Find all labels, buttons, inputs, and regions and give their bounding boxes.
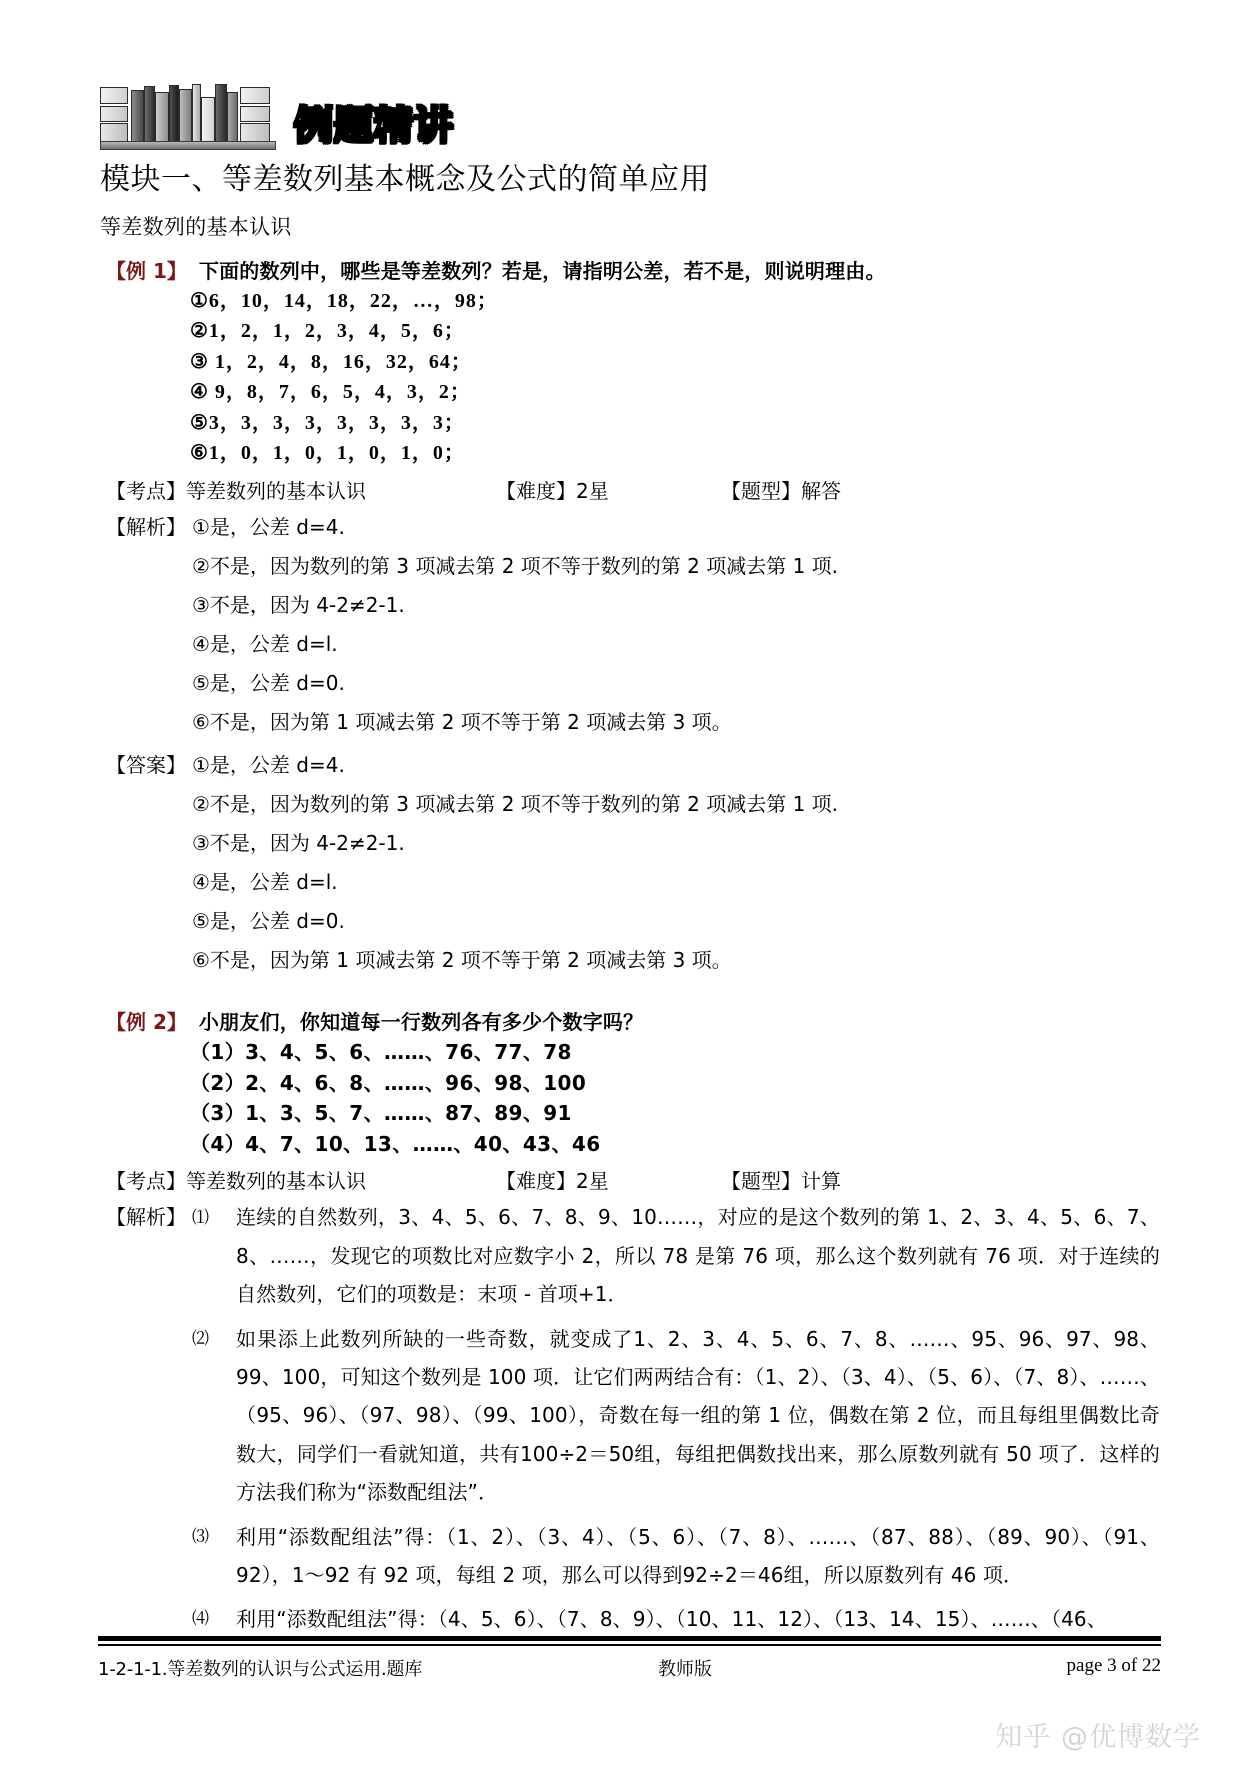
jiexi-item-3 xyxy=(192,1518,1160,1595)
meta-tixing-label: 【题型】 xyxy=(721,1169,801,1194)
daan-line: ⑥不是，因为第 1 项减去第 2 项不等于第 2 项减去第 3 项。 xyxy=(192,948,732,973)
jiexi-line: ③不是，因为 4-2≠2-1. xyxy=(192,593,405,618)
example-2-jiexi xyxy=(106,1198,1160,1638)
bookshelf-books xyxy=(98,84,276,142)
jiexi-item-text: 连续的自然数列，3、4、5、6、7、8、9、10……，对应的是这个数列的第 1、2、3、4、5、6、7、8、……，发现它的项数比对应数字小 2，所以 78 是第 76 项，那么这个数列就有 76 项．对于连续的自然数列，它们的项数是：末项 - 首项+1． xyxy=(236,1205,1160,1307)
example-1-jiexi xyxy=(106,508,1160,742)
sequence-item: ④ 9，8，7，6，5，4，3，2； xyxy=(190,381,471,404)
page-title: 模块一、等差数列基本概念及公式的简单应用 xyxy=(100,162,710,197)
footer-edition: 教师版 xyxy=(658,1659,712,1680)
jiexi-line: ①是，公差 d=4. xyxy=(192,515,345,540)
daan-first-row xyxy=(106,746,1160,785)
jiexi-item-number: ⑶ xyxy=(192,1526,209,1547)
sequence-item: （4）4、7、10、13、……、40、43、46 xyxy=(190,1131,601,1156)
jiexi-first-row xyxy=(106,508,1160,547)
daan-label: 【答案】 xyxy=(106,753,186,778)
jiexi-line: ⑥不是，因为第 1 项减去第 2 项不等于第 2 项减去第 3 项。 xyxy=(192,710,732,735)
jiexi-item-2 xyxy=(192,1320,1160,1512)
jiexi-item-number: ⑴ xyxy=(192,1208,209,1229)
daan-line: ①是，公差 d=4. xyxy=(192,753,345,778)
footer-page-number: page 3 of 22 xyxy=(1066,1655,1161,1676)
meta-nandu xyxy=(496,1165,721,1194)
meta-kaodian-value: 等差数列的基本认识 xyxy=(186,479,366,504)
sequence-item: （2）2、4、6、8、……、96、98、100 xyxy=(190,1070,587,1095)
watermark-text: 知乎 @优博数学 xyxy=(995,1722,1201,1753)
page-footer xyxy=(98,1636,1161,1681)
example-1-heading xyxy=(106,255,1160,284)
section-subtitle: 等差数列的基本认识 xyxy=(100,214,292,239)
daan-line: ②不是，因为数列的第 3 项减去第 2 项不等于数列的第 2 项减去第 1 项. xyxy=(192,792,839,817)
sequence-item: ②1，2，1，2，3，4，5，6； xyxy=(190,320,465,343)
jiexi-line: ④是，公差 d=l. xyxy=(192,632,338,657)
daan-line: ⑤是，公差 d=0. xyxy=(192,909,345,934)
meta-kaodian-label: 【考点】 xyxy=(106,479,186,504)
banner-title: 例题精讲 xyxy=(294,104,455,149)
sequence-item: ⑤3，3，3，3，3，3，3，3； xyxy=(190,411,465,434)
example-1-block xyxy=(98,255,1160,981)
sequence-item: ⑥1，0，1，0，1，0，1，0； xyxy=(190,442,465,465)
example-1-stem: 下面的数列中，哪些是等差数列？若是，请指明公差，若不是，则说明理由。 xyxy=(198,258,886,283)
page-content xyxy=(98,70,1160,1643)
jiexi-item-number: ⑷ xyxy=(192,1609,209,1630)
example-1-tag: 【例 1】 xyxy=(106,258,187,283)
meta-tixing xyxy=(721,475,961,504)
example-1-meta xyxy=(106,475,1160,504)
jiexi-item-4 xyxy=(192,1600,1160,1638)
meta-kaodian xyxy=(106,475,496,504)
meta-kaodian xyxy=(106,1165,496,1194)
sequence-item: （1）3、4、5、6、……、76、77、78 xyxy=(190,1040,572,1065)
section-banner xyxy=(98,70,1160,150)
bookshelf-plank xyxy=(100,141,276,150)
meta-tixing xyxy=(721,1165,961,1194)
meta-nandu-value: 2星 xyxy=(576,479,609,504)
example-1-daan xyxy=(106,746,1160,980)
meta-nandu-value: 2星 xyxy=(576,1169,609,1194)
meta-nandu-label: 【难度】 xyxy=(496,1169,576,1194)
footer-row xyxy=(98,1655,1161,1681)
meta-tixing-value: 解答 xyxy=(801,479,841,504)
example-2-heading xyxy=(106,1006,1160,1035)
sequence-item: （3）1、3、5、7、……、87、89、91 xyxy=(190,1101,572,1126)
example-2-stem: 小朋友们，你知道每一行数列各有多少个数字吗？ xyxy=(198,1010,644,1035)
jiexi-label: 【解析】 xyxy=(106,1205,186,1230)
footer-doc-name: 1-2-1-1.等差数列的认识与公式运用.题库 xyxy=(98,1659,423,1680)
sequence-item: ①6，10，14，18，22，…，98； xyxy=(190,289,498,312)
bookshelf-icon xyxy=(98,78,276,150)
meta-tixing-value: 计算 xyxy=(801,1169,841,1194)
meta-nandu xyxy=(496,475,721,504)
footer-rule-thick xyxy=(98,1636,1161,1641)
sequence-item: ③ 1，2，4，8，16，32，64； xyxy=(190,350,472,373)
jiexi-item-text: 利用“添数配组法”得：（4、5、6）、（7、8、9）、（10、11、12）、（13、14、15）、……、（46、 xyxy=(236,1607,1107,1632)
jiexi-line: ⑤是，公差 d=0. xyxy=(192,671,345,696)
example-1-sequences xyxy=(190,286,1160,470)
jiexi-item-text: 利用“添数配组法”得：（1、2）、（3、4）、（5、6）、（7、8）、……、（87、88）、（89、90）、（91、92），1～92 有 92 项，每组 2 项，那么可以得到92÷2＝46组，所以原数列有 46 项． xyxy=(236,1524,1160,1587)
footer-rule-thin xyxy=(98,1644,1161,1646)
jiexi-item-1 xyxy=(106,1198,1160,1313)
watermark xyxy=(995,1715,1201,1754)
meta-kaodian-label: 【考点】 xyxy=(106,1169,186,1194)
jiexi-label: 【解析】 xyxy=(106,515,186,540)
jiexi-item-number: ⑵ xyxy=(192,1328,209,1349)
meta-kaodian-value: 等差数列的基本认识 xyxy=(186,1169,366,1194)
jiexi-line: ②不是，因为数列的第 3 项减去第 2 项不等于数列的第 2 项减去第 1 项. xyxy=(192,554,839,579)
daan-line: ③不是，因为 4-2≠2-1. xyxy=(192,831,405,856)
example-2-tag: 【例 2】 xyxy=(106,1010,187,1035)
meta-tixing-label: 【题型】 xyxy=(721,479,801,504)
meta-nandu-label: 【难度】 xyxy=(496,479,576,504)
example-2-sequences xyxy=(190,1037,1160,1159)
example-2-block xyxy=(98,1006,1160,1639)
jiexi-item-text: 如果添上此数列所缺的一些奇数，就变成了1、2、3、4、5、6、7、8、……、95、96、97、98、99、100，可知这个数列是 100 项．让它们两两结合有：（1、2）、（3、4）、（5、6）、（7、8）、……、（95、96）、（97、98）、（99、100），奇数在每一组的第 1 位，偶数在第 2 位，而且每组里偶数比奇数大，同学们一看就知道，共有100÷2＝50组，每组把偶数找出来，那么原数列就有 50 项了．这样的方法我们称为“添数配组法”． xyxy=(236,1326,1160,1505)
daan-line: ④是，公差 d=l. xyxy=(192,870,338,895)
example-2-meta xyxy=(106,1165,1160,1194)
